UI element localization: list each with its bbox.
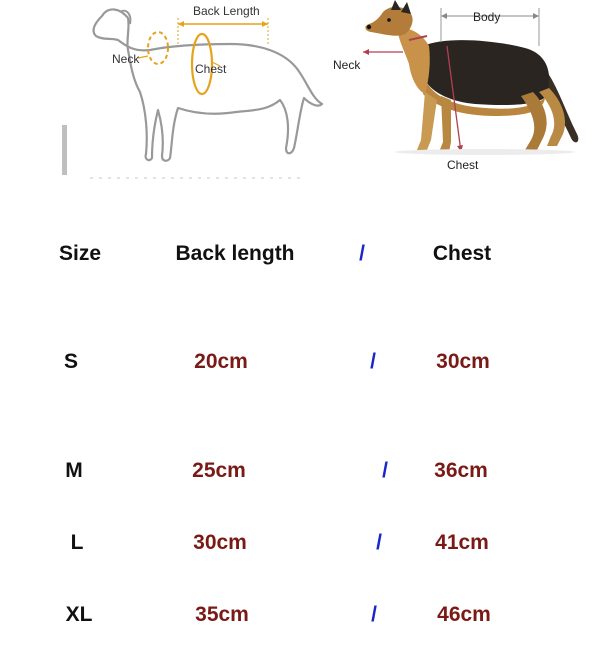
chest-label: Chest [447,158,479,172]
chest-cell: 30cm [436,350,490,373]
separator-cell: / [382,459,388,482]
chest-cell: 41cm [435,531,489,554]
back-length-cell: 20cm [194,350,248,373]
chest-label: Chest [195,62,227,76]
header-size: Size [58,242,102,265]
size-cell: XL [65,603,93,626]
header-back-length: Back length [175,242,295,265]
back-length-cell: 35cm [195,603,249,626]
neck-label: Neck [112,52,140,66]
dog-outline-diagram [60,0,330,180]
back-length-cell: 30cm [193,531,247,554]
separator-cell: / [371,603,377,626]
header-chest: Chest [432,242,492,265]
neck-label: Neck [333,58,361,72]
size-cell: L [70,531,84,554]
chest-cell: 36cm [434,459,488,482]
dog-outline-illustration [60,0,330,180]
size-cell: M [65,459,83,482]
back-length-cell: 25cm [192,459,246,482]
size-cell: S [63,350,79,373]
header-separator: / [359,242,365,265]
back-length-label: Back Length [193,4,260,18]
separator-cell: / [376,531,382,554]
body-label: Body [473,10,501,24]
chest-cell: 46cm [437,603,491,626]
german-shepherd-diagram [325,0,600,185]
separator-cell: / [370,350,376,373]
